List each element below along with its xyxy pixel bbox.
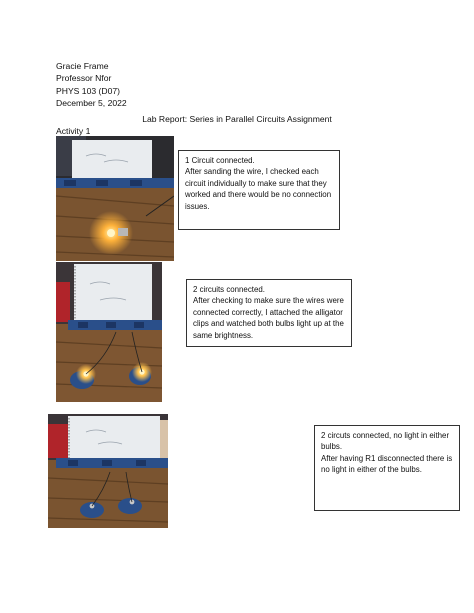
activity-label: Activity 1 [56, 126, 91, 136]
entry-1-body: After sanding the wire, I checked each circuit individually to make sure that they worked and there would be no connection issues. [185, 167, 332, 211]
entry-1-heading: 1 Circuit connected. [185, 156, 255, 165]
entry-box-2 [186, 279, 352, 347]
course-code: PHYS 103 (D07) [56, 85, 121, 96]
report-date: December 5, 2022 [56, 97, 127, 108]
professor-name: Professor Nfor [56, 73, 112, 84]
author-name: Gracie Frame [56, 61, 109, 71]
photo-one-circuit [56, 136, 174, 261]
photo-two-circuits [56, 262, 162, 402]
entry-box-1 [178, 150, 340, 230]
report-title: Lab Report: Series in Parallel Circuits Assignment [142, 114, 332, 124]
entry-2-heading: 2 circuits connected. [193, 285, 265, 294]
entry-3-heading: 2 circuts connected, no light in either bulbs. [321, 431, 450, 452]
entry-2-body: After checking to make sure the wires were connected correctly, I attached the alligator clips and watched both bulbs light up at the same brightness. [193, 296, 344, 340]
author-block [56, 60, 127, 109]
entry-box-3 [314, 425, 460, 511]
entry-3-body: After having R1 disconnected there is no light in either of the bulbs. [321, 453, 453, 475]
photo-r1-disconnected [48, 414, 168, 528]
